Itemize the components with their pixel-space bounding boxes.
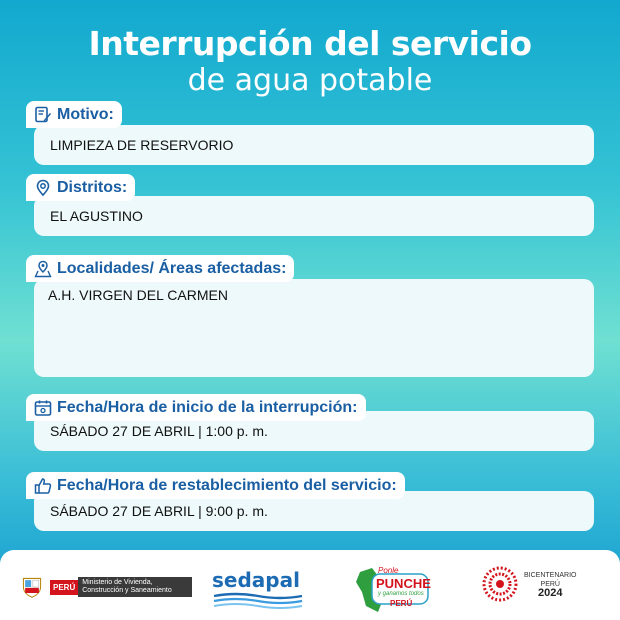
distritos-value: EL AGUSTINO [50,208,143,224]
bicentenario-line-1: BICENTENARIO [524,571,577,579]
title-line-2: de agua potable [187,63,433,98]
ministry-name: Ministerio de Vivienda, Construcción y Saneamiento [78,577,192,597]
localidades-label-text: Localidades/ Áreas afectadas: [57,259,287,277]
bicentenario-year: 2024 [538,586,563,599]
thumbs-up-icon [34,477,52,495]
ponle-text-4: PERÚ [390,599,413,608]
bicentenario-text [524,571,577,598]
sedapal-wordmark: sedapal [212,568,300,592]
motivo-value-box [34,125,594,165]
document-pencil-icon [34,106,52,124]
ponle-text-1: Ponle [378,566,399,575]
inicio-value: SÁBADO 27 DE ABRIL | 1:00 p. m. [50,423,268,439]
calendar-icon [34,399,52,417]
page-title [0,24,620,98]
map-pin-area-icon [34,260,52,278]
inicio-label-text: Fecha/Hora de inicio de la interrupción: [57,398,358,416]
ponle-punche-logo [352,562,432,614]
sedapal-waves-icon [212,592,304,610]
motivo-label-text: Motivo: [57,105,114,123]
peru-shield-icon [20,573,48,601]
motivo-label [26,101,122,128]
ministry-logo [20,573,192,601]
restablecimiento-label [26,472,405,499]
location-pin-icon [34,179,52,197]
bicentenario-emblem-icon [482,566,518,602]
bicentenario-line-2: PERÚ [540,580,560,588]
restablecimiento-label-text: Fecha/Hora de restablecimiento del servicio: [57,476,397,494]
inicio-label [26,394,366,421]
restablecimiento-value: SÁBADO 27 DE ABRIL | 9:00 p. m. [50,503,268,519]
localidades-value: A.H. VIRGEN DEL CARMEN [48,287,228,303]
distritos-label [26,174,135,201]
localidades-value-box [34,279,594,377]
ponle-text-3: y ganamos todos [378,591,424,597]
bicentenario-logo [482,566,577,602]
localidades-label [26,255,294,282]
peru-label: PERÚ [50,580,78,595]
ponle-text-2: PUNCHE [376,576,431,591]
distritos-label-text: Distritos: [57,178,128,196]
title-line-1: Interrupción del servicio [88,24,532,63]
motivo-value: LIMPIEZA DE RESERVORIO [50,137,234,153]
sedapal-logo [212,568,304,615]
distritos-value-box [34,196,594,236]
